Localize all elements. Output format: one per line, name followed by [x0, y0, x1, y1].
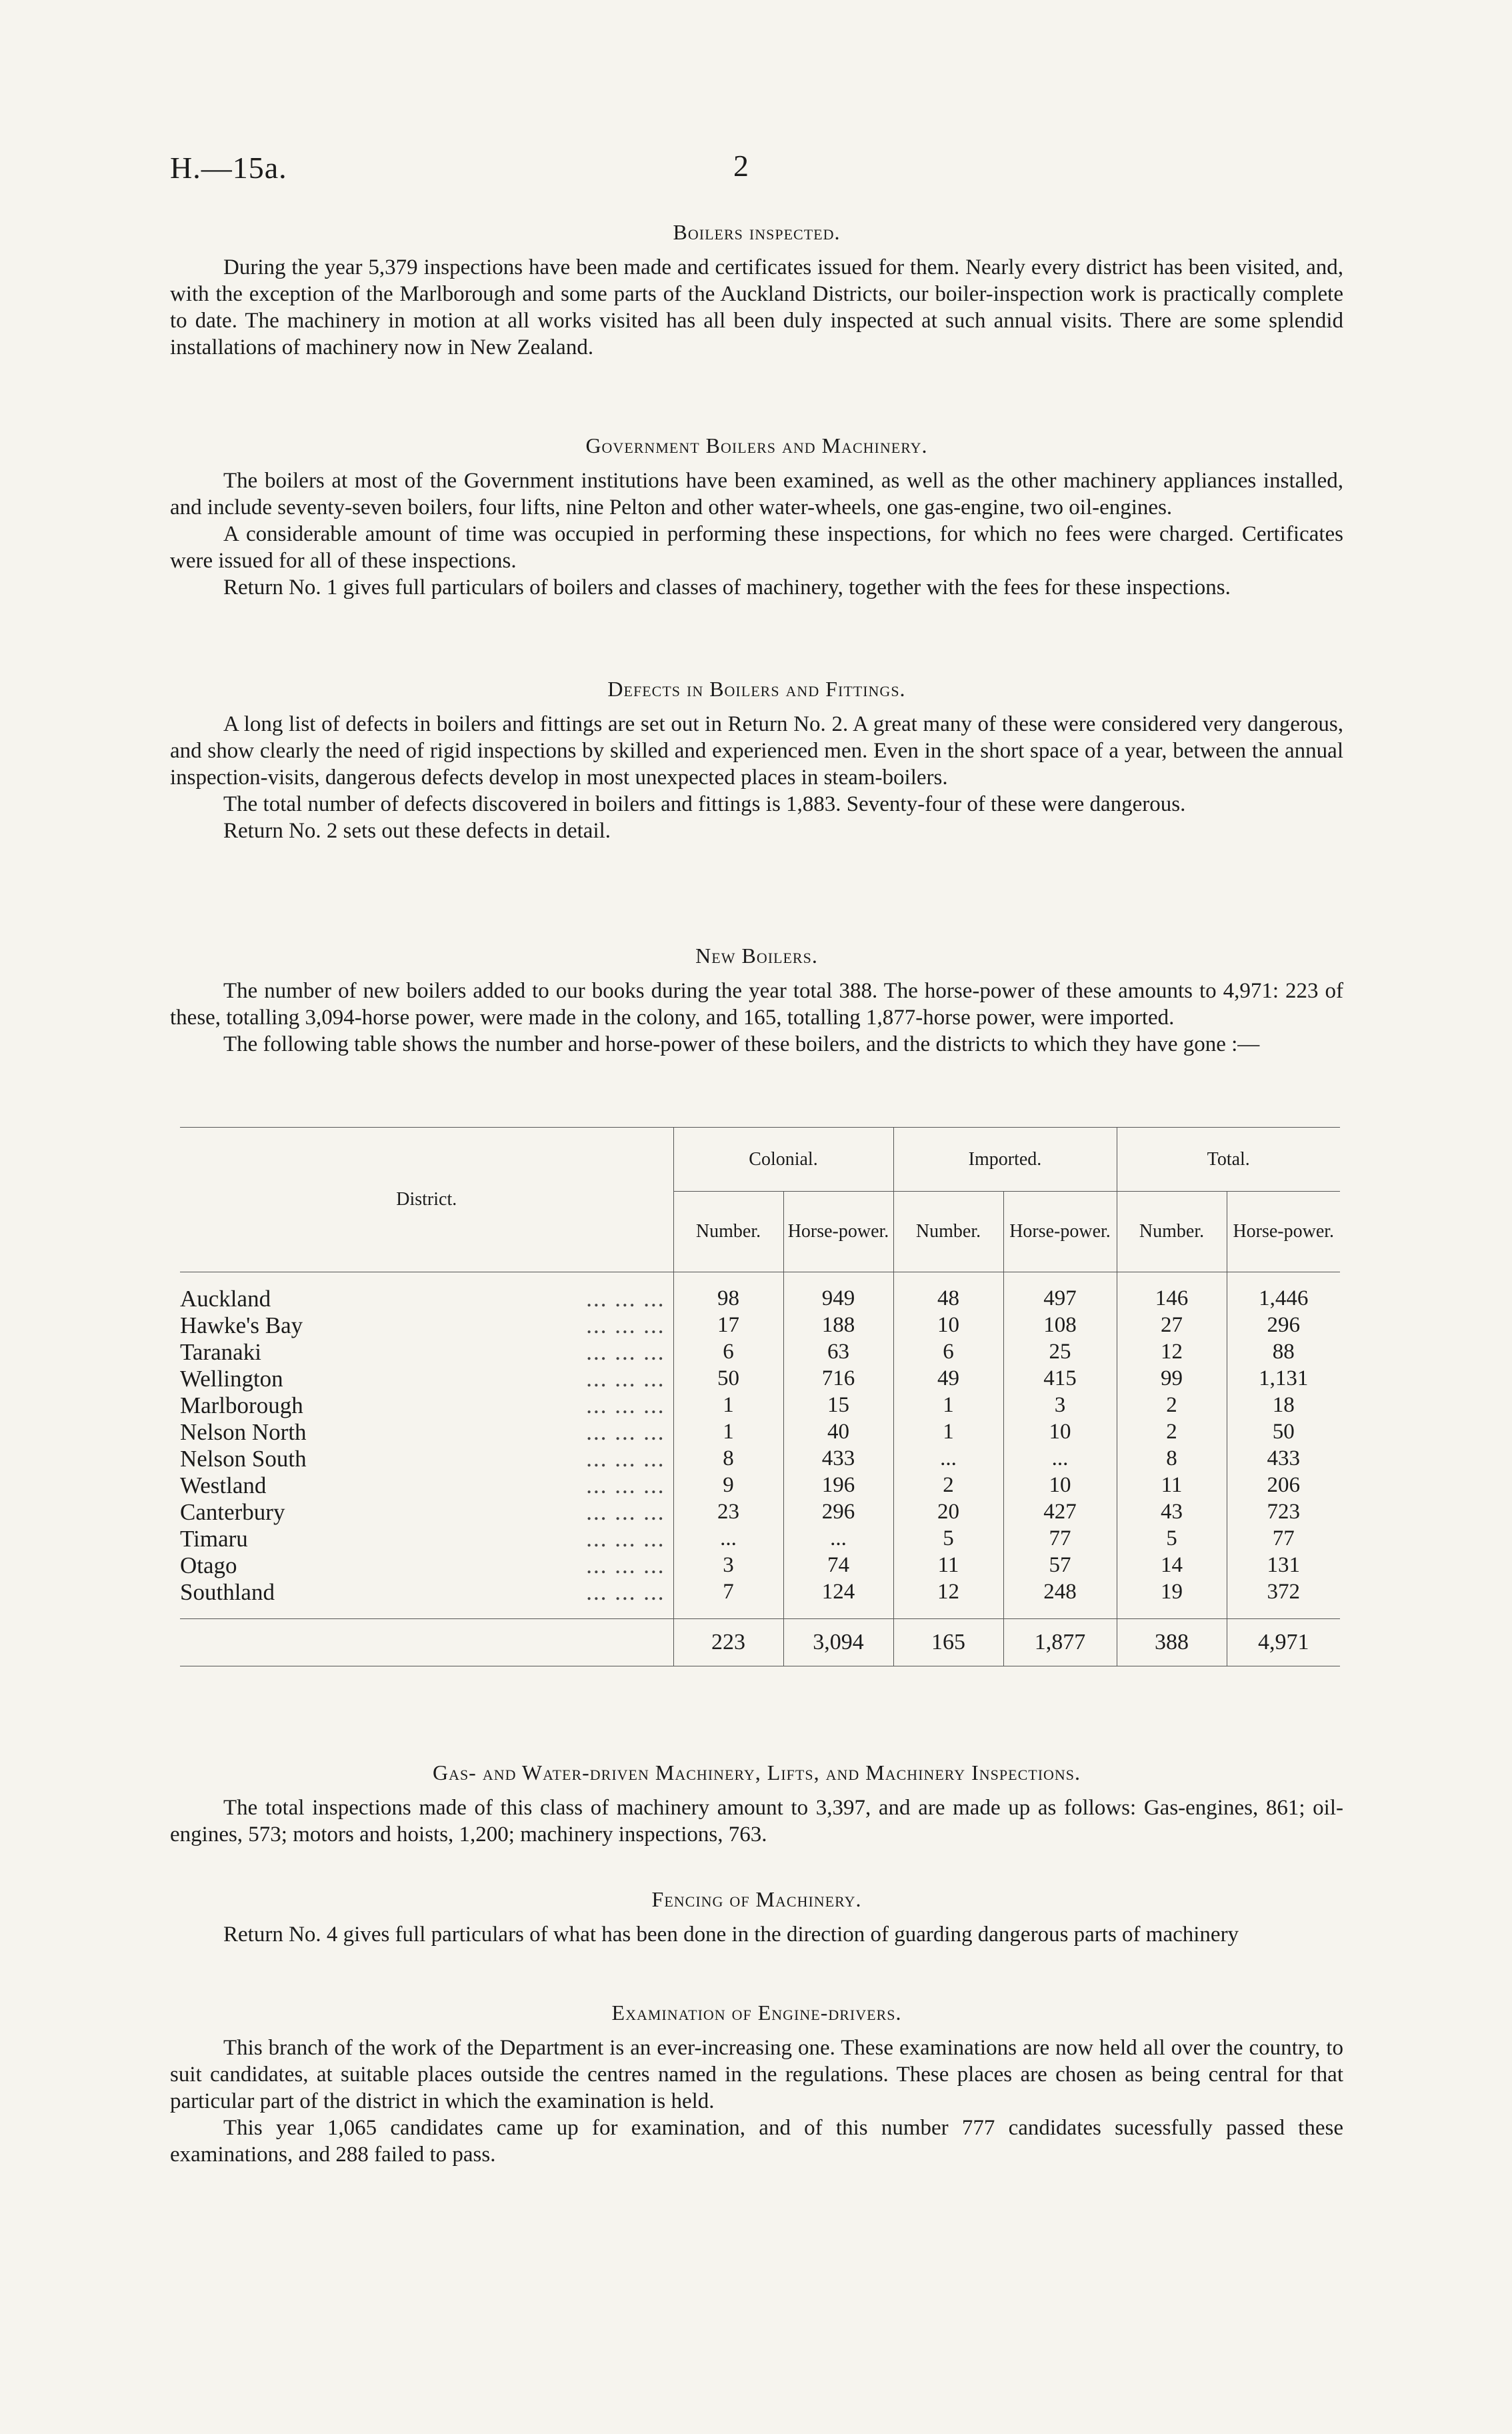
table-row — [180, 1472, 1340, 1499]
district-name: Wellington — [180, 1365, 283, 1392]
table-cell: 415 — [1003, 1366, 1117, 1392]
spacer-cell — [893, 1606, 1003, 1619]
paragraph: A considerable amount of time was occupied in performing these inspections, for which no fees were charged. Certificates were issued for all of these inspections. — [170, 522, 1343, 573]
table-cell: 5 — [893, 1526, 1003, 1552]
table-row — [180, 1419, 1340, 1446]
table-row — [180, 1579, 1340, 1606]
paragraph: Return No. 4 gives full particulars of what has been done in the direction of guarding dangerous parts of machinery — [223, 1923, 1239, 1947]
table-cell: 196 — [783, 1472, 893, 1499]
district-cell — [180, 1339, 673, 1366]
total-horse-power: 4,971 — [1227, 1619, 1340, 1666]
total-imported-horse-power: 1,877 — [1003, 1619, 1117, 1666]
table-cell: 1 — [893, 1419, 1003, 1446]
district-name: Taranaki — [180, 1338, 261, 1365]
leader-dots: ... ... ... — [586, 1472, 665, 1498]
table-cell: 5 — [1117, 1526, 1227, 1552]
table-row — [180, 1552, 1340, 1579]
table-cell: 23 — [673, 1499, 783, 1526]
district-name: Timaru — [180, 1525, 248, 1552]
table-cell: 27 — [1117, 1312, 1227, 1339]
table-cell: 2 — [1117, 1392, 1227, 1419]
table-row — [180, 1446, 1340, 1472]
table-cell: 15 — [783, 1392, 893, 1419]
leader-dots: ... ... ... — [586, 1312, 665, 1338]
table-cell: 723 — [1227, 1499, 1340, 1526]
spacer-cell — [673, 1606, 783, 1619]
table-row — [180, 1312, 1340, 1339]
table-row — [180, 1526, 1340, 1552]
paragraph: This year 1,065 candidates came up for examination, and of this number 777 candidates sucessfully passed these examinations, and 288 failed to pass. — [170, 2116, 1343, 2167]
table-cell: 48 — [893, 1286, 1003, 1312]
leader-dots: ... ... ... — [586, 1418, 665, 1445]
table-cell: 1,131 — [1227, 1366, 1340, 1392]
table-cell: 3 — [673, 1552, 783, 1579]
paragraph: The boilers at most of the Government institutions have been examined, as well as the other machinery appliances installed, and include seventy-seven boilers, four lifts, nine Pelton and other water-wheels, one gas-engine, two oil-engines. — [170, 469, 1343, 519]
new-boilers-table — [180, 1127, 1340, 1666]
table-cell: 206 — [1227, 1472, 1340, 1499]
district-name: Westland — [180, 1472, 267, 1498]
leader-dots: ... ... ... — [586, 1445, 665, 1472]
leader-dots: ... ... ... — [586, 1392, 665, 1418]
table-cell: 296 — [783, 1499, 893, 1526]
table-cell: 124 — [783, 1579, 893, 1606]
leader-dots: ... ... ... — [586, 1498, 665, 1525]
table-cell: 10 — [1003, 1419, 1117, 1446]
table-cell: 2 — [1117, 1419, 1227, 1446]
table-cell: 7 — [673, 1579, 783, 1606]
paragraph: The total number of defects discovered in boilers and fittings is 1,883. Seventy-four of these were dangerous. — [223, 792, 1186, 816]
table-cell: 57 — [1003, 1552, 1117, 1579]
district-cell — [180, 1472, 673, 1499]
table-cell: 19 — [1117, 1579, 1227, 1606]
leader-dots: ... ... ... — [586, 1578, 665, 1605]
district-name: Canterbury — [180, 1498, 285, 1525]
table-cell: 20 — [893, 1499, 1003, 1526]
district-name: Nelson South — [180, 1445, 307, 1472]
table-cell: 1,446 — [1227, 1286, 1340, 1312]
table-cell: 6 — [673, 1339, 783, 1366]
district-column-header: District. — [396, 1189, 457, 1210]
subheader-number: Number. — [1117, 1192, 1227, 1272]
section-title: Government Boilers and Machinery. — [585, 433, 928, 457]
section-gas-water-machinery — [170, 1760, 1343, 1848]
section-fencing — [170, 1887, 1343, 1948]
section-title: Defects in Boilers and Fittings. — [607, 677, 906, 701]
district-cell — [180, 1552, 673, 1579]
paragraph: This branch of the work of the Department is an ever-increasing one. These examinations are now held all over the country, to suit candidates, at suitable places outside the centres named in the regulations. These places are chosen as being central for that particular part of the district in which the examination is held. — [170, 2036, 1343, 2113]
section-title: Boilers inspected. — [673, 220, 841, 244]
leader-dots: ... ... ... — [586, 1552, 665, 1578]
section-government-boilers — [170, 433, 1343, 601]
total-group-header: Total. — [1117, 1128, 1340, 1192]
table-cell: 18 — [1227, 1392, 1340, 1419]
district-name: Hawke's Bay — [180, 1312, 303, 1338]
district-name: Otago — [180, 1552, 237, 1578]
total-number: 388 — [1117, 1619, 1227, 1666]
table-cell: 497 — [1003, 1286, 1117, 1312]
table-cell: 49 — [893, 1366, 1003, 1392]
district-cell — [180, 1392, 673, 1419]
table-cell: 74 — [783, 1552, 893, 1579]
table-cell: 11 — [893, 1552, 1003, 1579]
table-cell: 433 — [783, 1446, 893, 1472]
table-cell: ... — [783, 1526, 893, 1552]
total-imported-number: 165 — [893, 1619, 1003, 1666]
table-row — [180, 1499, 1340, 1526]
totals-row — [180, 1619, 1340, 1666]
subheader-number: Number. — [673, 1192, 783, 1272]
table-cell: 88 — [1227, 1339, 1340, 1366]
document-reference: H.—15a. — [170, 151, 287, 185]
spacer-cell — [1227, 1606, 1340, 1619]
paragraph: Return No. 1 gives full particulars of boilers and classes of machinery, together with the fees for these inspections. — [223, 575, 1231, 599]
colonial-group-header: Colonial. — [673, 1128, 893, 1192]
subheader-horse-power: Horse-power. — [1227, 1192, 1340, 1272]
spacer-cell — [180, 1606, 673, 1619]
section-title: Gas- and Water-driven Machinery, Lifts, and Machinery Inspections. — [432, 1760, 1081, 1784]
district-name: Marlborough — [180, 1392, 303, 1418]
table-cell: 12 — [1117, 1339, 1227, 1366]
table-cell: 10 — [1003, 1472, 1117, 1499]
paragraph: A long list of defects in boilers and fittings are set out in Return No. 2. A great many of these were considered very dangerous, and show clearly the need of rigid inspections by skilled and experienced men. Even in the short space of a year, between the annual inspection-visits, dangerous defects develop in most unexpected places in steam-boilers. — [170, 712, 1343, 790]
table-cell: 11 — [1117, 1472, 1227, 1499]
section-defects — [170, 677, 1343, 844]
table-cell: 77 — [1227, 1526, 1340, 1552]
spacer-cell — [783, 1606, 893, 1619]
table-cell: 14 — [1117, 1552, 1227, 1579]
section-title: Examination of Engine-drivers. — [611, 2001, 902, 2025]
table-cell: 2 — [893, 1472, 1003, 1499]
paragraph: Return No. 2 sets out these defects in detail. — [223, 819, 611, 843]
table-cell: 131 — [1227, 1552, 1340, 1579]
page-number: 2 — [733, 149, 749, 183]
table-cell: 63 — [783, 1339, 893, 1366]
section-new-boilers — [170, 944, 1343, 1058]
table-cell: 50 — [1227, 1419, 1340, 1446]
district-cell — [180, 1446, 673, 1472]
table-row — [180, 1392, 1340, 1419]
table-cell: ... — [893, 1446, 1003, 1472]
table-cell: 248 — [1003, 1579, 1117, 1606]
spacer-cell — [1117, 1606, 1227, 1619]
subheader-horse-power: Horse-power. — [1003, 1192, 1117, 1272]
table-cell: 1 — [673, 1419, 783, 1446]
table-cell: 433 — [1227, 1446, 1340, 1472]
table-cell: 43 — [1117, 1499, 1227, 1526]
table-cell: 716 — [783, 1366, 893, 1392]
district-name: Southland — [180, 1578, 275, 1605]
table-row — [180, 1366, 1340, 1392]
table-cell: 50 — [673, 1366, 783, 1392]
table-row — [180, 1286, 1340, 1312]
table-cell: ... — [1003, 1446, 1117, 1472]
district-name: Nelson North — [180, 1418, 307, 1445]
table-cell: 1 — [673, 1392, 783, 1419]
table-cell: 108 — [1003, 1312, 1117, 1339]
spacer-cell — [1003, 1606, 1117, 1619]
table-cell: ... — [673, 1526, 783, 1552]
table-cell: 77 — [1003, 1526, 1117, 1552]
district-cell — [180, 1312, 673, 1339]
paragraph: The following table shows the number and horse-power of these boilers, and the districts to which they have gone :— — [223, 1032, 1260, 1056]
table-cell: 372 — [1227, 1579, 1340, 1606]
table-cell: 6 — [893, 1339, 1003, 1366]
imported-group-header: Imported. — [893, 1128, 1117, 1192]
section-title: Fencing of Machinery. — [651, 1887, 862, 1911]
table-cell: 10 — [893, 1312, 1003, 1339]
table-cell: 25 — [1003, 1339, 1117, 1366]
district-cell — [180, 1579, 673, 1606]
section-boilers-inspected — [170, 220, 1343, 361]
table-cell: 427 — [1003, 1499, 1117, 1526]
leader-dots: ... ... ... — [586, 1525, 665, 1552]
table-spacer-row — [180, 1606, 1340, 1619]
district-cell — [180, 1526, 673, 1552]
leader-dots: ... ... ... — [586, 1338, 665, 1365]
table-cell: 12 — [893, 1579, 1003, 1606]
district-cell — [180, 1286, 673, 1312]
table-row — [180, 1339, 1340, 1366]
table-cell: 146 — [1117, 1286, 1227, 1312]
table-cell: 9 — [673, 1472, 783, 1499]
table-cell: 296 — [1227, 1312, 1340, 1339]
district-name: Auckland — [180, 1285, 271, 1312]
total-colonial-number: 223 — [673, 1619, 783, 1666]
district-cell — [180, 1366, 673, 1392]
table-cell: 17 — [673, 1312, 783, 1339]
leader-dots: ... ... ... — [586, 1365, 665, 1392]
section-examination — [170, 2001, 1343, 2168]
table-cell: 3 — [1003, 1392, 1117, 1419]
table-cell: 40 — [783, 1419, 893, 1446]
table-cell: 1 — [893, 1392, 1003, 1419]
section-title: New Boilers. — [695, 944, 818, 968]
table-cell: 98 — [673, 1286, 783, 1312]
table-cell: 949 — [783, 1286, 893, 1312]
total-colonial-horse-power: 3,094 — [783, 1619, 893, 1666]
table-cell: 188 — [783, 1312, 893, 1339]
table-cell: 99 — [1117, 1366, 1227, 1392]
paragraph: The number of new boilers added to our books during the year total 388. The horse-power of these amounts to 4,971: 223 of these, totalling 3,094-horse power, were made in the colony, and 165, totalling 1,877-horse power, were imported. — [170, 979, 1343, 1030]
table-cell: 8 — [673, 1446, 783, 1472]
table-cell: 8 — [1117, 1446, 1227, 1472]
paragraph: During the year 5,379 inspections have been made and certificates issued for them. Nearly every district has been visited, and, with the exception of the Marlborough and some parts of the Auckland Districts, our boiler-inspection work is practically complete to date. The machinery in motion at all works visited has all been duly inspected at such annual visits. There are some splendid installations of machinery now in New Zealand. — [170, 255, 1343, 359]
subheader-number: Number. — [893, 1192, 1003, 1272]
district-cell — [180, 1419, 673, 1446]
subheader-horse-power: Horse-power. — [783, 1192, 893, 1272]
paragraph: The total inspections made of this class of machinery amount to 3,397, and are made up as follows: Gas-engines, 861; oil-engines, 573; motors and hoists, 1,200; machinery inspections, 763. — [170, 1796, 1343, 1847]
district-cell — [180, 1499, 673, 1526]
leader-dots: ... ... ... — [586, 1285, 665, 1312]
